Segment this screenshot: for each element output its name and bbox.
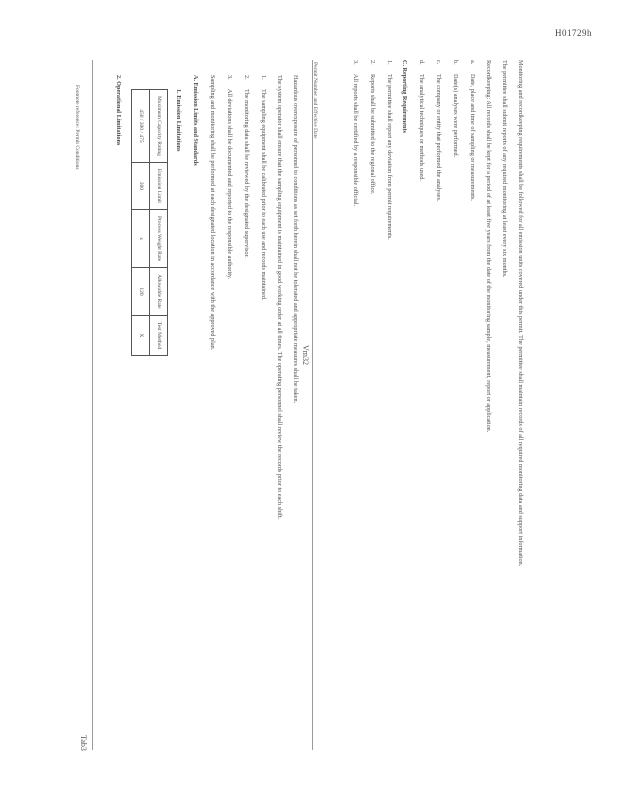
subsection-heading: 1. Emission Limitations — [175, 89, 182, 152]
right-list-item: d.The analytical techniques or methods used. — [418, 60, 425, 181]
right-footer: Permit Number and Effective Date — [312, 62, 318, 139]
left-item-text: All deviations shall be documented and reported to the responsible authority. — [226, 89, 233, 280]
table-cell: 120 — [132, 268, 150, 315]
table-cell: 450 / 300 / 475 — [132, 90, 150, 163]
right-paragraph: Recordkeeping: All records shall be kept for a period of at least five years from the date of the monitoring sample, measurement, report or application. — [485, 60, 492, 433]
right-item-text: Date(s) analyses were performed. — [452, 74, 459, 158]
section-heading: A. Emission Limits and Standards — [192, 75, 199, 166]
left-item-text: The monitoring data shall be reviewed by the designated supervisor. — [243, 89, 250, 258]
left-item-text: The sampling equipment shall be calibrated prior to each use and records maintained. — [260, 89, 267, 301]
right-reporting-item: 1.The permittee shall report any deviation from permit requirements. — [386, 60, 393, 240]
section-heading: C. Reporting Requirements — [401, 60, 408, 133]
right-page-content — [343, 60, 525, 740]
left-paragraph: Sampling and monitoring shall be performed at each designated location in accordance with the approved plan. — [209, 75, 216, 351]
left-list-item: 2.The monitoring data shall be reviewed by the designated supervisor. — [243, 75, 250, 258]
left-list-item: 3.All deviations shall be documented and reported to the responsible authority. — [226, 75, 233, 280]
table-header: Process Weight Rate — [150, 209, 168, 267]
document-id: H01729h — [555, 28, 592, 38]
left-page-content — [108, 75, 300, 755]
right-reporting-text: Reports shall be submitted to the regional office. — [369, 74, 376, 195]
table-header-row — [150, 90, 168, 356]
left-paragraph: The system operator shall ensure that the sampling equipment is maintained in good working order at all times. The operating personnel shall review the records prior to each shift. — [276, 75, 283, 520]
table-header: Maximum Capacity Rating — [150, 90, 168, 163]
table-header: Allowable Rate — [150, 268, 168, 315]
right-list-item: c.The company or entity that performed the analyses. — [435, 60, 442, 202]
emission-table — [131, 89, 168, 356]
right-paragraph: Monitoring and recordkeeping requirements shall be followed for all emission units covered under this permit. The permittee shall maintain records of all required monitoring data and support information. — [517, 60, 524, 567]
table-cell: x — [132, 209, 150, 267]
table-row — [132, 90, 150, 356]
table-header: Emission Limit — [150, 162, 168, 209]
right-item-text: The analytical techniques or methods used. — [418, 74, 425, 181]
right-column-label: Vm32 — [301, 345, 310, 365]
left-footer: Footnote reference: Permit Conditions — [74, 85, 80, 170]
left-list-item: 1.The sampling equipment shall be calibrated prior to each use and records maintained. — [260, 75, 267, 301]
table-header: Test Method — [150, 315, 168, 356]
table-cell: X — [132, 315, 150, 356]
right-reporting-text: All reports shall be certified by a responsible official. — [352, 74, 359, 207]
left-paragraph: Hazardous overexposure of personnel to conditions as set forth herein shall not be tolerated and appropriate measures shall be taken. — [292, 75, 299, 404]
right-list-item: b.Date(s) analyses were performed. — [452, 60, 459, 158]
right-reporting-text: The permittee shall report any deviation from permit requirements. — [386, 74, 393, 240]
left-column-label: Tab3 — [79, 735, 88, 751]
right-item-text: The company or entity that performed the analyses. — [435, 74, 442, 202]
right-reporting-item: 2.Reports shall be submitted to the regional office. — [369, 60, 376, 195]
left-column-border — [92, 60, 93, 750]
right-item-text: Date, place and time of sampling or measurements. — [469, 74, 476, 201]
right-list-item: a.Date, place and time of sampling or measurements. — [469, 60, 476, 201]
table-cell: 300 — [132, 162, 150, 209]
right-reporting-item: 3.All reports shall be certified by a responsible official. — [352, 60, 359, 207]
right-paragraph: The permittee shall submit reports of any required monitoring at least every six months. — [501, 60, 508, 278]
section-heading: 2. Operational Limitations — [115, 75, 122, 146]
